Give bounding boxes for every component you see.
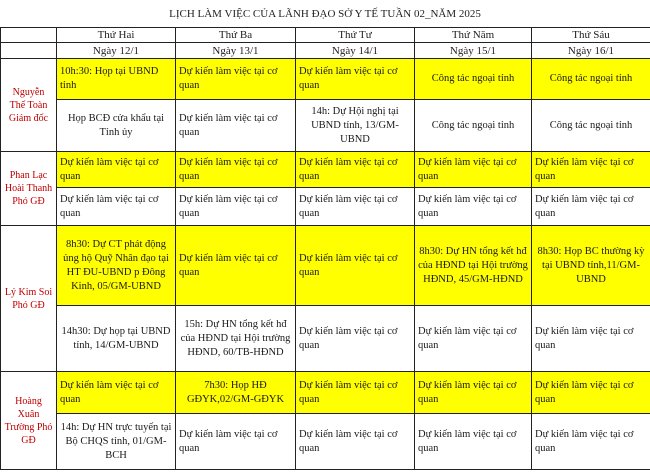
schedule-cell[interactable]: 14h: Dự Hội nghị tại UBND tỉnh, 13/GM-UBND [296, 100, 415, 152]
schedule-cell[interactable]: Dự kiến làm việc tại cơ quan [176, 100, 296, 152]
schedule-cell[interactable]: Dự kiến làm việc tại cơ quan [296, 306, 415, 372]
schedule-cell[interactable]: Dự kiến làm việc tại cơ quan [176, 59, 296, 100]
schedule-cell[interactable]: Công tác ngoại tỉnh [415, 59, 532, 100]
schedule-cell[interactable]: Dự kiến làm việc tại cơ quan [296, 372, 415, 414]
schedule-cell[interactable]: Dự kiến làm việc tại cơ quan [176, 226, 296, 306]
table-row [1, 100, 650, 152]
col-date-thu[interactable]: Ngày 15/1 [415, 43, 532, 59]
schedule-cell[interactable]: Dự kiến làm việc tại cơ quan [57, 372, 176, 414]
schedule-cell[interactable]: Dự kiến làm việc tại cơ quan [296, 152, 415, 188]
table-row [1, 226, 650, 306]
schedule-title[interactable]: LỊCH LÀM VIỆC CỦA LÃNH ĐẠO SỞ Y TẾ TUẦN 02_NĂM 2025 [169, 7, 481, 20]
col-date-mon[interactable]: Ngày 12/1 [57, 43, 176, 59]
col-date-tue[interactable]: Ngày 13/1 [176, 43, 296, 59]
schedule-cell[interactable]: Dự kiến làm việc tại cơ quan [296, 414, 415, 470]
leader-name[interactable]: Lý Kim Soi Phó GĐ [1, 226, 57, 372]
schedule-cell[interactable]: Dự kiến làm việc tại cơ quan [532, 306, 650, 372]
schedule-cell[interactable]: Họp BCĐ cửa khẩu tại Tỉnh ủy [57, 100, 176, 152]
schedule-cell[interactable]: Dự kiến làm việc tại cơ quan [415, 306, 532, 372]
schedule-cell[interactable]: Công tác ngoại tỉnh [415, 100, 532, 152]
schedule-cell[interactable]: 8h30: Dự CT phát động ủng hộ Quỹ Nhân đạo tại HT ĐU-UBND p Đông Kinh, 05/GM-UBND [57, 226, 176, 306]
schedule-cell[interactable]: 7h30: Họp HĐ GĐYK,02/GM-GĐYK [176, 372, 296, 414]
schedule-cell[interactable]: Dự kiến làm việc tại cơ quan [415, 152, 532, 188]
schedule-cell[interactable]: Dự kiến làm việc tại cơ quan [532, 372, 650, 414]
table-row [1, 414, 650, 470]
schedule-cell[interactable]: Dự kiến làm việc tại cơ quan [57, 152, 176, 188]
col-day-fri[interactable]: Thứ Sáu [532, 28, 650, 43]
schedule-cell[interactable]: Dự kiến làm việc tại cơ quan [532, 188, 650, 226]
leader-name[interactable]: Hoàng Xuân Trường Phó GĐ [1, 372, 57, 470]
col-day-wed[interactable]: Thứ Tư [296, 28, 415, 43]
schedule-cell[interactable]: Dự kiến làm việc tại cơ quan [415, 188, 532, 226]
schedule-cell[interactable]: Dự kiến làm việc tại cơ quan [176, 188, 296, 226]
schedule-cell[interactable]: Công tác ngoại tỉnh [532, 100, 650, 152]
schedule-cell[interactable]: Dự kiến làm việc tại cơ quan [415, 414, 532, 470]
table-row [1, 306, 650, 372]
header-date-row [1, 43, 650, 59]
schedule-cell[interactable]: Dự kiến làm việc tại cơ quan [296, 188, 415, 226]
table-row [1, 152, 650, 188]
col-day-tue[interactable]: Thứ Ba [176, 28, 296, 43]
schedule-cell[interactable]: Dự kiến làm việc tại cơ quan [57, 188, 176, 226]
header-day-row [1, 28, 650, 43]
schedule-cell[interactable]: Dự kiến làm việc tại cơ quan [415, 372, 532, 414]
schedule-cell[interactable]: Dự kiến làm việc tại cơ quan [532, 414, 650, 470]
col-date-wed[interactable]: Ngày 14/1 [296, 43, 415, 59]
col-date-fri[interactable]: Ngày 16/1 [532, 43, 650, 59]
schedule-cell[interactable]: 10h:30: Họp tại UBND tỉnh [57, 59, 176, 100]
schedule-cell[interactable]: Công tác ngoại tỉnh [532, 59, 650, 100]
corner-cell [1, 43, 57, 59]
schedule-table [0, 27, 650, 470]
col-day-mon[interactable]: Thứ Hai [57, 28, 176, 43]
schedule-cell[interactable]: 15h: Dự HN tổng kết hđ của HĐND tại Hội trường HĐND, 60/TB-HĐND [176, 306, 296, 372]
col-day-thu[interactable]: Thứ Năm [415, 28, 532, 43]
schedule-cell[interactable]: 14h30: Dự họp tại UBND tỉnh, 14/GM-UBND [57, 306, 176, 372]
leader-name[interactable]: Nguyễn Thế Toàn Giám đốc [1, 59, 57, 152]
schedule-cell[interactable]: 14h: Dự HN trực tuyến tại Bộ CHQS tỉnh, 01/GM-BCH [57, 414, 176, 470]
table-row [1, 188, 650, 226]
leader-name[interactable]: Phan Lạc Hoài Thanh Phó GĐ [1, 152, 57, 226]
schedule-cell[interactable]: Dự kiến làm việc tại cơ quan [532, 152, 650, 188]
table-row [1, 372, 650, 414]
schedule-cell[interactable]: Dự kiến làm việc tại cơ quan [176, 152, 296, 188]
schedule-cell[interactable]: 8h30: Dự HN tổng kết hđ của HĐND tại Hội trường HĐND, 45/GM-HĐND [415, 226, 532, 306]
table-row [1, 59, 650, 100]
schedule-cell[interactable]: Dự kiến làm việc tại cơ quan [296, 59, 415, 100]
corner-cell [1, 28, 57, 43]
schedule-cell[interactable]: Dự kiến làm việc tại cơ quan [296, 226, 415, 306]
schedule-cell[interactable]: Dự kiến làm việc tại cơ quan [176, 414, 296, 470]
schedule-cell[interactable]: 8h30: Họp BC thường kỳ tại UBND tỉnh,11/GM-UBND [532, 226, 650, 306]
